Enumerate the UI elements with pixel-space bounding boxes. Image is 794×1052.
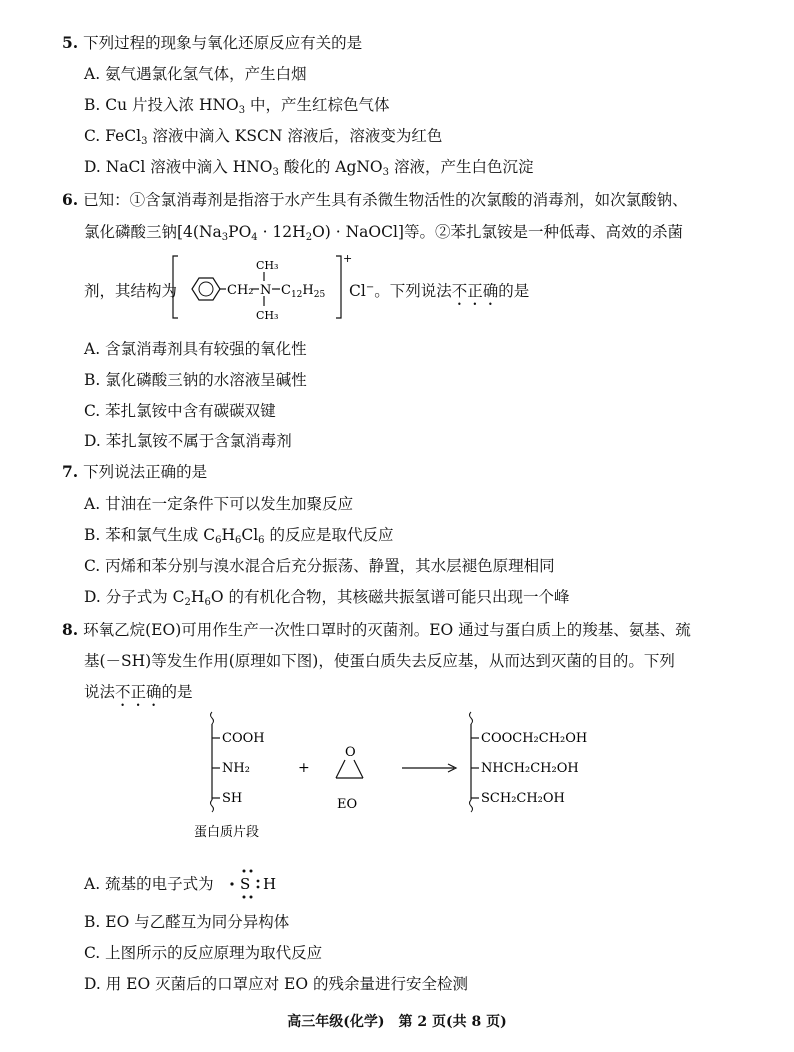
benzalkonium-structure — [170, 252, 353, 324]
electron-dot — [257, 886, 260, 889]
q5-number: 5. — [62, 33, 79, 52]
eo-label: EO — [337, 797, 358, 812]
q6-stem-text: 已知：①含氯消毒剂是指溶于水产生具有杀微生物活性的次氯酸的消毒剂，如次氯酸钠、 — [83, 191, 688, 209]
q6-stem-line1 — [62, 190, 688, 210]
text: 基(－SH)等发生作用(原理如下图)，使蛋白质失去反应基，从而达到灭菌的目的。下列 — [84, 652, 675, 670]
electron-dot — [243, 870, 246, 873]
option-text: FeCl — [105, 127, 142, 145]
option-text: 丙烯和苯分别与溴水混合后充分振荡、静置，其水层褪色原理相同 — [105, 557, 555, 575]
subscript: 3 — [141, 136, 148, 147]
option-label: C. — [84, 557, 101, 575]
subscript: 3 — [221, 232, 229, 243]
q8-stem-line2 — [84, 651, 675, 671]
q8-option-c — [84, 943, 322, 963]
option-label: C. — [84, 402, 101, 420]
option-label: B. — [84, 526, 101, 544]
methyl-bottom: CH₃ — [256, 309, 279, 322]
option-label: B. — [84, 96, 101, 114]
q5-stem — [62, 33, 362, 53]
subscript: 3 — [272, 167, 279, 178]
option-text: 氨气遇氯化氢气体，产生白烟 — [105, 65, 307, 83]
electron-dot — [257, 880, 260, 883]
epoxide-oxygen: O — [345, 745, 356, 760]
q5-option-b — [84, 95, 390, 115]
q8-option-a — [84, 874, 214, 894]
q6-option-b — [84, 370, 307, 390]
q6-option-c — [84, 401, 276, 421]
option-label: C. — [84, 944, 101, 962]
ch2-group: CH₂ — [227, 283, 254, 298]
amine-product: NHCH₂CH₂OH — [481, 761, 579, 776]
plus-sign: + — [298, 760, 310, 776]
option-text: 溶液，产生白色沉淀 — [389, 158, 534, 176]
option-label: A. — [84, 340, 101, 358]
emphasis-not-correct: 不正确 — [451, 282, 499, 300]
q8-stem-text: 环氧乙烷(EO)可用作生产一次性口罩时的灭菌剂。EO 通过与蛋白质上的羧基、氨基、巯 — [83, 621, 691, 639]
option-text: 用 EO 灭菌后的口罩应对 EO 的残余量进行安全检测 — [105, 975, 469, 993]
text: 剂，其结构为 — [84, 282, 178, 300]
anion-charge: − — [365, 282, 375, 293]
q6-option-a — [84, 339, 307, 359]
option-text: 苯扎氯铵不属于含氯消毒剂 — [105, 432, 292, 450]
q5-stem-text: 下列过程的现象与氧化还原反应有关的是 — [83, 34, 363, 52]
q7-number: 7. — [62, 462, 79, 481]
subscript: 2 — [184, 597, 191, 608]
option-label: A. — [84, 495, 101, 513]
ester-product: COOCH₂CH₂OH — [481, 731, 588, 746]
thiol-group: SH — [222, 791, 243, 806]
subscript: 3 — [238, 105, 246, 116]
option-text: 中，产生红棕色气体 — [245, 96, 390, 114]
left-bracket — [173, 256, 178, 318]
option-text: 溶液中滴入 KSCN 溶液后，溶液变为红色 — [147, 127, 443, 145]
right-bracket — [336, 256, 341, 318]
amino-group: NH₂ — [222, 761, 250, 776]
option-text: 酸化的 AgNO — [278, 158, 383, 176]
q6-stem-line3-post — [349, 281, 529, 309]
option-label: D. — [84, 432, 101, 450]
option-text: Cl — [241, 526, 259, 544]
option-text: Cu 片投入浓 HNO — [105, 96, 239, 114]
option-label: D. — [84, 158, 101, 176]
q8-number: 8. — [62, 620, 79, 639]
q8-option-d — [84, 974, 468, 994]
q5-option-d — [84, 157, 533, 177]
hydrogen-atom: H — [263, 875, 277, 893]
wavy-break-top — [211, 712, 214, 724]
option-label: D. — [84, 975, 101, 993]
benzene-aromatic-circle — [199, 282, 213, 296]
text: 。下列说法 — [374, 282, 452, 300]
option-text: 巯基的电子式为 — [105, 875, 214, 893]
q7-option-c — [84, 556, 555, 576]
eo-reaction-diagram — [190, 708, 630, 848]
q6-option-d — [84, 431, 292, 451]
option-text: 苯和氯气生成 C — [105, 526, 216, 544]
q6-stem-line3-pre — [84, 281, 177, 301]
subscript: 6 — [234, 535, 242, 546]
option-text: 氯化磷酸三钠的水溶液呈碱性 — [105, 371, 307, 389]
subscript: 6 — [258, 535, 265, 546]
q8-option-b — [84, 912, 289, 932]
option-text: 含氯消毒剂具有较强的氧化性 — [105, 340, 307, 358]
q5-option-a — [84, 64, 307, 84]
option-text: H — [221, 526, 235, 544]
chloride-anion: Cl — [349, 282, 366, 300]
q8-stem-line1 — [62, 620, 691, 640]
q7-stem — [62, 462, 207, 482]
subscript: 3 — [382, 167, 390, 178]
bond — [354, 760, 363, 778]
option-label: B. — [84, 371, 101, 389]
text: PO — [228, 223, 252, 241]
nitrogen-atom: N — [260, 283, 272, 298]
subscript: 6 — [215, 535, 222, 546]
electron-dot — [243, 896, 246, 899]
q8-stem-line3 — [84, 682, 193, 710]
option-label: D. — [84, 588, 101, 606]
wavy-break-bottom — [470, 800, 473, 812]
wavy-break-top — [470, 712, 473, 724]
methyl-top: CH₃ — [256, 259, 279, 272]
carboxyl-group: COOH — [222, 731, 265, 746]
q6-number: 6. — [62, 190, 79, 209]
text: 的是 — [161, 683, 193, 701]
option-text: 上图所示的反应原理为取代反应 — [105, 944, 323, 962]
bond — [336, 760, 345, 778]
option-text: 的反应是取代反应 — [264, 526, 394, 544]
page-footer: 高三年级(化学) 第 2 页(共 8 页) — [287, 1014, 507, 1030]
text: 说法 — [84, 683, 116, 701]
q7-option-d — [84, 587, 569, 607]
text: · 12H — [257, 223, 306, 241]
option-text: O 的有机化合物，其核磁共振氢谱可能只出现一个峰 — [210, 588, 570, 606]
option-text: 甘油在一定条件下可以发生加聚反应 — [105, 495, 354, 513]
benzene-ring — [192, 278, 220, 300]
cation-charge: + — [343, 252, 353, 265]
option-label: B. — [84, 913, 101, 931]
subscript: 2 — [305, 232, 313, 243]
wavy-break-bottom — [211, 800, 214, 812]
q7-option-b — [84, 525, 393, 545]
dodecyl-chain: $C_{12}H_{25}$ — [281, 283, 326, 300]
option-label: C. — [84, 127, 101, 145]
thiol-electron-formula — [226, 864, 282, 904]
text: 的是 — [498, 282, 530, 300]
sulfur-atom: S — [240, 875, 251, 893]
electron-dot — [230, 882, 233, 885]
option-text: EO 与乙醛互为同分异构体 — [105, 913, 290, 931]
subscript: 4 — [251, 232, 258, 243]
emphasis-not-correct: 不正确 — [115, 683, 162, 701]
q7-stem-text: 下列说法正确的是 — [83, 463, 208, 481]
thioether-product: SCH₂CH₂OH — [481, 791, 565, 806]
q5-option-c — [84, 126, 442, 146]
subscript: 6 — [204, 597, 211, 608]
electron-dot — [250, 896, 253, 899]
text: 氯化磷酸三钠[4(Na — [84, 223, 222, 241]
option-text: H — [190, 588, 205, 606]
option-text: 分子式为 C — [105, 588, 185, 606]
electron-dot — [250, 870, 253, 873]
option-text: NaCl 溶液中滴入 HNO — [105, 158, 273, 176]
q6-stem-line2 — [84, 222, 683, 242]
option-label: A. — [84, 65, 101, 83]
protein-fragment-label: 蛋白质片段 — [194, 825, 260, 840]
text: O) · NaOCl]等。②苯扎氯铵是一种低毒、高效的杀菌 — [312, 223, 683, 241]
q7-option-a — [84, 494, 353, 514]
option-label: A. — [84, 875, 101, 893]
option-text: 苯扎氯铵中含有碳碳双键 — [105, 402, 276, 420]
